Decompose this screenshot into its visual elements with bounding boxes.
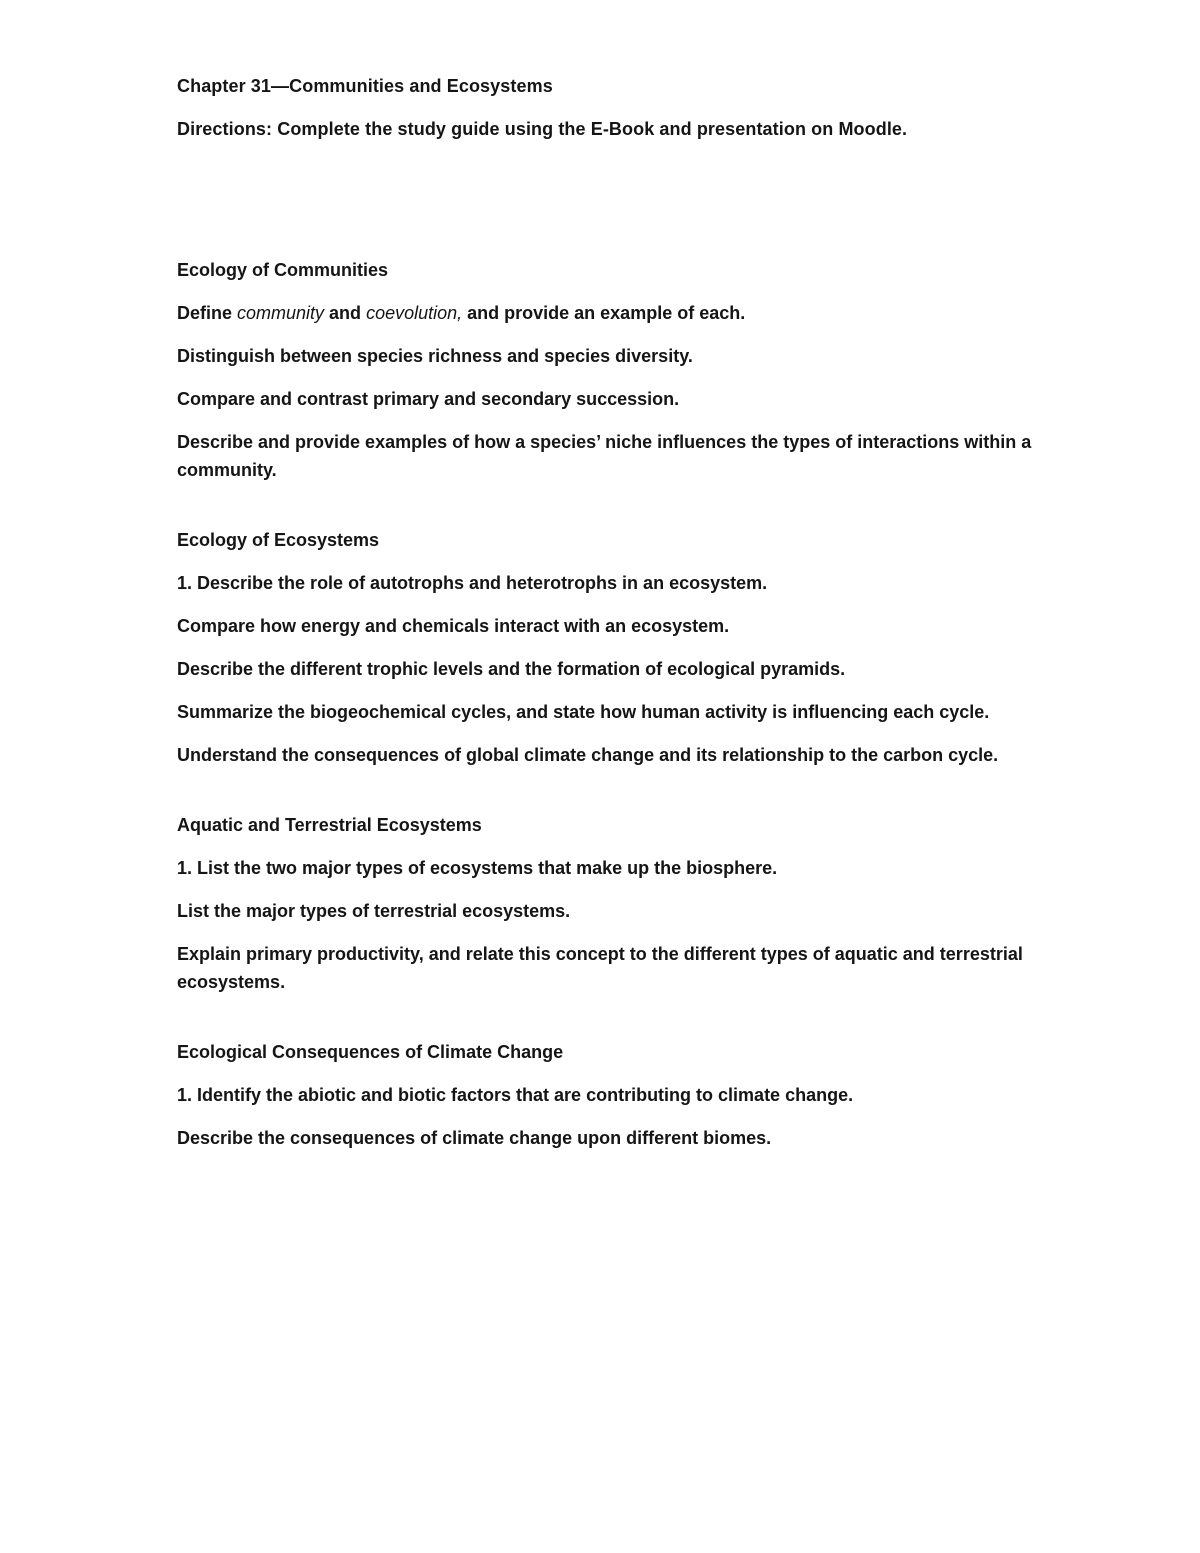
- study-item: Describe the consequences of climate change upon different biomes.: [177, 1128, 772, 1148]
- item-text: and provide an example of each.: [462, 303, 746, 323]
- item-text: and: [324, 303, 367, 323]
- section-heading: Ecology of Ecosystems: [177, 530, 380, 550]
- study-item: Explain primary productivity, and relate this concept to the different types of aquatic and terrestrial ecosystems.: [177, 944, 1023, 992]
- section-aquatic-terrestrial: [177, 811, 1077, 996]
- study-item: Describe the different trophic levels and the formation of ecological pyramids.: [177, 659, 846, 679]
- study-item: 1. Describe the role of autotrophs and heterotrophs in an ecosystem.: [177, 573, 768, 593]
- italic-term: coevolution,: [366, 303, 463, 323]
- study-item: Compare and contrast primary and secondary succession.: [177, 389, 680, 409]
- study-item: Understand the consequences of global climate change and its relationship to the carbon cycle.: [177, 745, 999, 765]
- study-item: Compare how energy and chemicals interact with an ecosystem.: [177, 616, 730, 636]
- section-heading: Ecology of Communities: [177, 260, 389, 280]
- blank-space: [177, 143, 1077, 256]
- study-item: Describe and provide examples of how a species’ niche influences the types of interactions within a community.: [177, 432, 1032, 480]
- directions-text: Directions: Complete the study guide using the E-Book and presentation on Moodle.: [177, 119, 908, 139]
- study-item: Distinguish between species richness and species diversity.: [177, 346, 693, 366]
- document-body: [177, 72, 1077, 1152]
- section-climate-change: [177, 1038, 1077, 1152]
- item-text: Define: [177, 303, 238, 323]
- italic-term: community: [237, 303, 325, 323]
- study-item: List the major types of terrestrial ecosystems.: [177, 901, 571, 921]
- study-item: 1. List the two major types of ecosystems that make up the biosphere.: [177, 858, 778, 878]
- section-ecology-of-ecosystems: [177, 526, 1077, 769]
- section-heading: Aquatic and Terrestrial Ecosystems: [177, 815, 482, 835]
- chapter-title: Chapter 31—Communities and Ecosystems: [177, 76, 553, 96]
- section-ecology-of-communities: [177, 256, 1077, 484]
- study-item: Summarize the biogeochemical cycles, and state how human activity is influencing each cycle.: [177, 702, 990, 722]
- section-heading: Ecological Consequences of Climate Change: [177, 1042, 564, 1062]
- study-item: 1. Identify the abiotic and biotic factors that are contributing to climate change.: [177, 1085, 854, 1105]
- study-item: [177, 299, 1077, 327]
